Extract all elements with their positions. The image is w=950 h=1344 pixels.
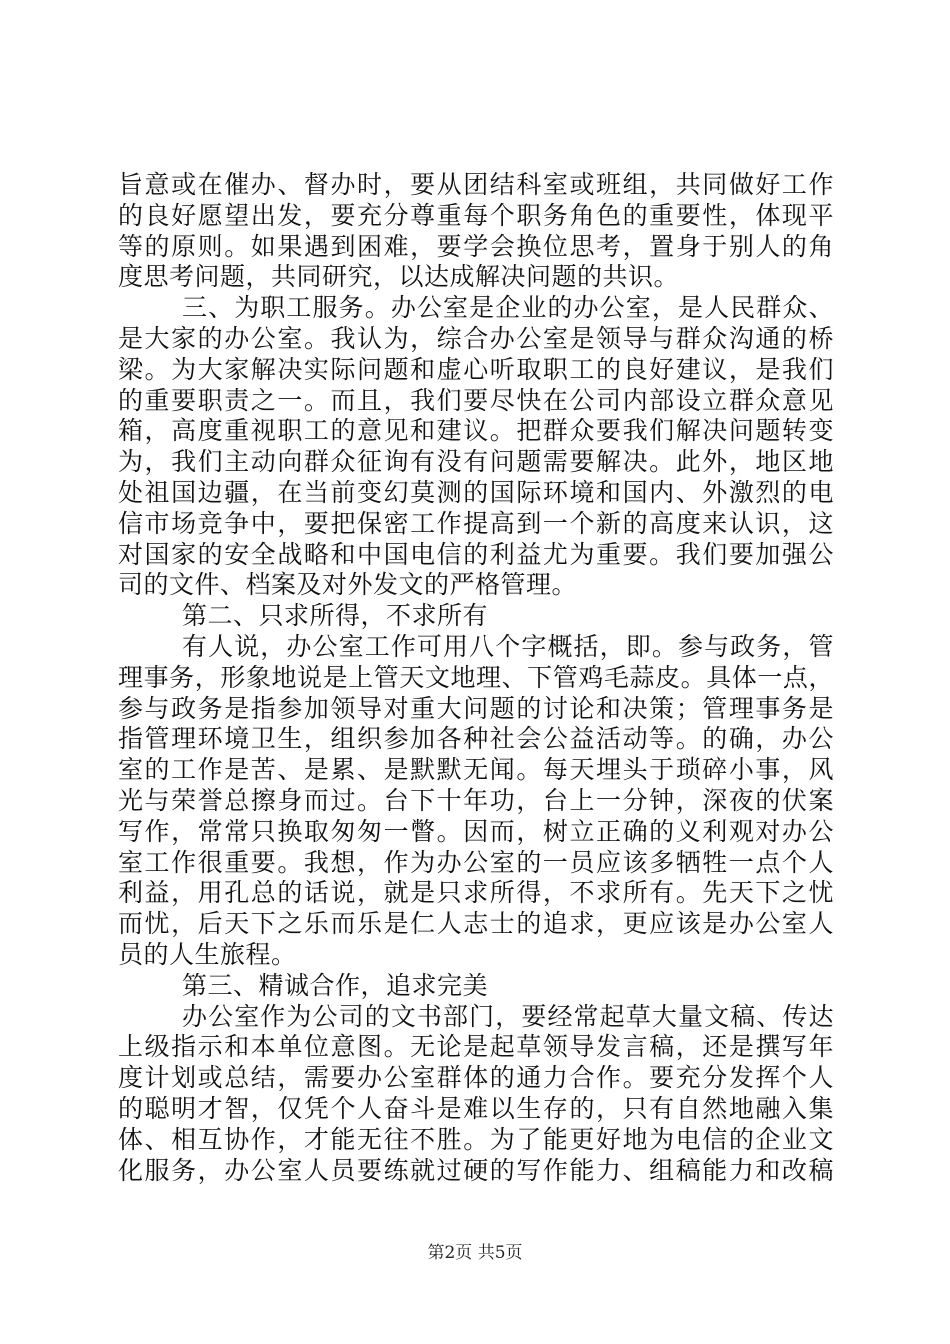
text-line: 司的文件、档案及对外发文的严格管理。 bbox=[118, 570, 578, 600]
text-line: 室的工作是苦、是累、是默默无闻。每天埋头于琐碎小事，风 bbox=[118, 755, 834, 785]
text-line: 的良好愿望出发，要充分尊重每个职务角色的重要性，体现平 bbox=[118, 200, 834, 230]
page-number-footer: 第2页 共5页 bbox=[427, 1243, 523, 1263]
text-line: 是大家的办公室。我认为，综合办公室是领导与群众沟通的桥 bbox=[118, 323, 834, 353]
body-text bbox=[118, 170, 834, 1186]
text-line: 而忧，后天下之乐而乐是仁人志士的追求，更应该是办公室人 bbox=[118, 909, 834, 939]
text-line: 对国家的安全战略和中国电信的利益尤为重要。我们要加强公 bbox=[118, 539, 834, 569]
paragraph-first-line: 第二、只求所得，不求所有 bbox=[182, 601, 489, 631]
text-line: 利益，用孔总的话说，就是只求所得，不求所有。先天下之忧 bbox=[118, 878, 834, 908]
text-line: 等的原则。如果遇到困难，要学会换位思考，置身于别人的角 bbox=[118, 231, 834, 261]
text-line: 旨意或在催办、督办时，要从团结科室或班组，共同做好工作 bbox=[118, 170, 834, 199]
text-line: 箱，高度重视职工的意见和建议。把群众要我们解决问题转变 bbox=[118, 416, 834, 446]
text-line: 理事务，形象地说是上管天文地理、下管鸡毛蒜皮。具体一点， bbox=[118, 662, 834, 692]
text-line: 信市场竞争中，要把保密工作提高到一个新的高度来认识，这 bbox=[118, 508, 834, 538]
text-line: 梁。为大家解决实际问题和虚心听取职工的良好建议，是我们 bbox=[118, 354, 834, 384]
text-line: 光与荣誉总擦身而过。台下十年功，台上一分钟，深夜的伏案 bbox=[118, 785, 834, 815]
text-line: 化服务，办公室人员要练就过硬的写作能力、组稿能力和改稿 bbox=[118, 1155, 834, 1185]
text-line: 指管理环境卫生，组织参加各种社会公益活动等。的确，办公 bbox=[118, 724, 834, 754]
paragraph-first-line: 有人说，办公室工作可用八个字概括，即。参与政务，管 bbox=[182, 631, 834, 661]
text-line: 参与政务是指参加领导对重大问题的讨论和决策；管理事务是 bbox=[118, 693, 834, 723]
text-line: 室工作很重要。我想，作为办公室的一员应该多牺牲一点个人 bbox=[118, 847, 834, 877]
text-line: 体、相互协作，才能无往不胜。为了能更好地为电信的企业文 bbox=[118, 1124, 834, 1154]
text-line: 的重要职责之一。而且，我们要尽快在公司内部设立群众意见 bbox=[118, 385, 834, 415]
paragraph-first-line: 办公室作为公司的文书部门，要经常起草大量文稿、传达 bbox=[182, 1001, 834, 1031]
text-line: 上级指示和本单位意图。无论是起草领导发言稿，还是撰写年 bbox=[118, 1032, 834, 1062]
text-line: 的聪明才智，仅凭个人奋斗是难以生存的，只有自然地融入集 bbox=[118, 1093, 834, 1123]
text-line: 为，我们主动向群众征询有没有问题需要解决。此外，地区地 bbox=[118, 447, 834, 477]
paragraph-first-line: 三、为职工服务。办公室是企业的办公室，是人民群众、 bbox=[182, 293, 834, 323]
text-line: 处祖国边疆，在当前变幻莫测的国际环境和国内、外激烈的电 bbox=[118, 477, 834, 507]
text-line: 度思考问题，共同研究，以达成解决问题的共识。 bbox=[118, 262, 680, 292]
paragraph-first-line: 第三、精诚合作，追求完美 bbox=[182, 970, 489, 1000]
text-line: 写作，常常只换取匆匆一瞥。因而，树立正确的义利观对办公 bbox=[118, 816, 834, 846]
text-line: 度计划或总结，需要办公室群体的通力合作。要充分发挥个人 bbox=[118, 1063, 834, 1093]
text-line: 员的人生旅程。 bbox=[118, 939, 297, 969]
